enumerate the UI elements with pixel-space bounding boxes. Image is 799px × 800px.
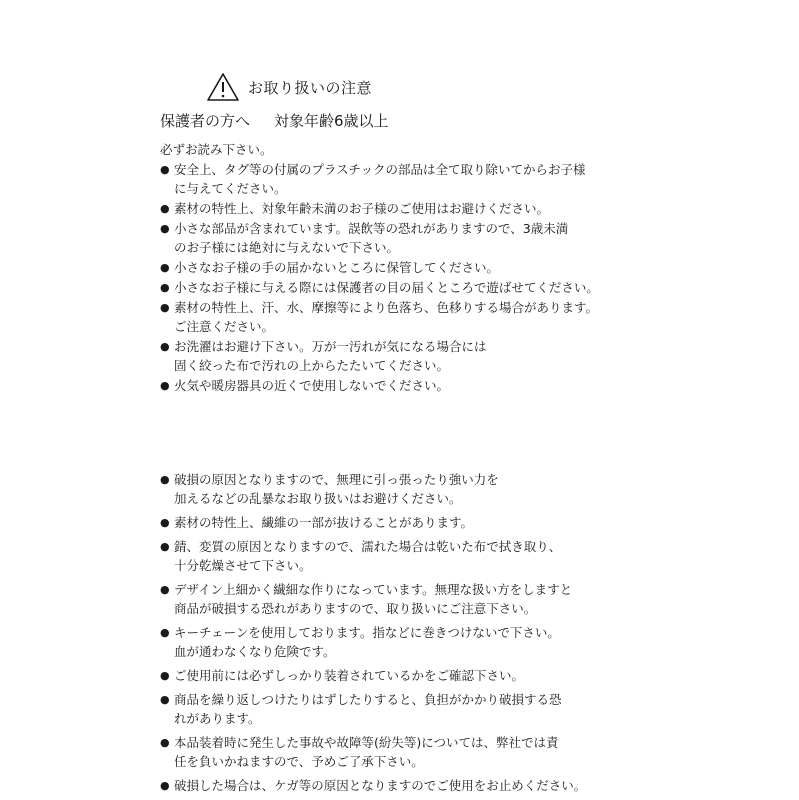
list-item-text <box>174 160 586 198</box>
list-item-line: 加えるなどの乱暴なお取り扱いはお避けください。 <box>174 491 462 506</box>
list-item-line: 錆、変質の原因となりますので、濡れた場合は乾いた布で拭き取り、 <box>174 539 562 554</box>
list-item <box>160 298 680 336</box>
list-item-line: 商品が破損する恐れがありますので、取り扱いにご注意下さい。 <box>174 601 537 616</box>
list-item-line: 素材の特性上、対象年齢未満のお子様のご使用はお避けください。 <box>174 201 550 216</box>
list-item <box>160 776 680 795</box>
bullet-icon: ● <box>160 163 170 176</box>
list-item-text <box>174 278 599 297</box>
list-item <box>160 278 680 297</box>
list-item <box>160 580 680 618</box>
list-item-line: 小さな部品が含まれています。誤飲等の恐れがありますので、3歳未満 <box>174 221 569 236</box>
list-item-text <box>174 580 572 618</box>
list-item-line: 安全上、タグ等の付属のプラスチックの部品は全て取り除いてからお子様 <box>174 162 586 177</box>
bullet-icon: ● <box>160 736 170 749</box>
bullet-icon: ● <box>160 222 170 235</box>
list-item-line: ご注意ください。 <box>174 319 275 334</box>
bullet-icon: ● <box>160 693 170 706</box>
list-item-text <box>174 537 561 575</box>
bullet-icon: ● <box>160 281 170 294</box>
list-item-line: 素材の特性上、繊維の一部が抜けることがあります。 <box>174 515 474 530</box>
list-item-line: ご使用前には必ずしっかり装着されているかをご確認下さい。 <box>174 668 525 683</box>
bullet-icon: ● <box>160 202 170 215</box>
audience-label: 保護者の方へ <box>160 112 251 130</box>
list-item-text <box>174 776 586 795</box>
list-item-line: 十分乾燥させて下さい。 <box>174 558 312 573</box>
bullet-icon: ● <box>160 583 170 596</box>
list-item-line: 小さなお子様の手の届かないところに保管してください。 <box>174 260 500 275</box>
list-item <box>160 470 680 508</box>
list-item-line: デザイン上細かく繊細な作りになっています。無理な扱い方をしますと <box>174 582 573 597</box>
list-item-text <box>174 690 562 728</box>
list-item <box>160 666 680 685</box>
bullet-icon: ● <box>160 261 170 274</box>
list-item-line: お洗濯はお避け下さい。万が一汚れが気になる場合には <box>174 339 487 354</box>
bullet-icon: ● <box>160 516 170 529</box>
list-item <box>160 258 680 277</box>
intro-text: 必ずお読み下さい。 <box>160 142 273 157</box>
list-item-text <box>174 733 559 771</box>
warning-triangle-icon <box>206 72 240 102</box>
title-row <box>206 70 372 104</box>
list-item <box>160 623 680 661</box>
bullet-icon: ● <box>160 301 170 314</box>
list-item <box>160 337 680 375</box>
list-item-text <box>174 513 473 532</box>
bullet-icon: ● <box>160 669 170 682</box>
list-item-line: 火気や暖房器具の近くで使用しないでください。 <box>174 378 450 393</box>
list-item-line: キーチェーンを使用しております。指などに巻きつけないで下さい。 <box>174 625 560 640</box>
age-label: 対象年齢6歳以上 <box>274 112 389 130</box>
bullet-icon: ● <box>160 626 170 639</box>
notes-list-1 <box>160 160 680 396</box>
bullet-icon: ● <box>160 473 170 486</box>
list-item-text <box>174 376 449 395</box>
notes-list-2 <box>160 470 680 800</box>
list-item <box>160 733 680 771</box>
list-item-text <box>174 219 568 257</box>
list-item-line: 固く絞った布で汚れの上からたたいてください。 <box>174 358 450 373</box>
subtitle-row <box>160 110 389 131</box>
bullet-icon: ● <box>160 379 170 392</box>
list-item-line: 本品装着時に発生した事故や故障等(紛失等)については、弊社では責 <box>174 735 559 750</box>
page-title: お取り扱いの注意 <box>248 78 373 97</box>
list-item-text <box>174 298 598 336</box>
list-item-text <box>174 623 560 661</box>
list-item-text <box>174 199 549 218</box>
list-item-text <box>174 470 499 508</box>
bullet-icon: ● <box>160 540 170 553</box>
list-item <box>160 199 680 218</box>
list-item-line: れがあります。 <box>174 711 261 726</box>
list-item-line: に与えてください。 <box>174 181 287 196</box>
list-item-line: 破損した場合は、ケガ等の原因となりますのでご使用をお止めください。 <box>174 778 587 793</box>
list-item-line: 破損の原因となりますので、無理に引っ張ったり強い力を <box>174 472 499 487</box>
bullet-icon: ● <box>160 340 170 353</box>
list-item-line: 素材の特性上、汗、水、摩擦等により色落ち、色移りする場合があります。 <box>174 300 599 315</box>
list-item <box>160 376 680 395</box>
bullet-icon: ● <box>160 779 170 792</box>
list-item <box>160 690 680 728</box>
list-item-text <box>174 258 499 277</box>
list-item-line: 血が通わなくなり危険です。 <box>174 644 336 659</box>
list-item <box>160 537 680 575</box>
list-item <box>160 219 680 257</box>
list-item <box>160 513 680 532</box>
list-item <box>160 160 680 198</box>
list-item-line: 商品を繰り返しつけたりはずしたりすると、負担がかかり破損する恐 <box>174 692 562 707</box>
list-item-text <box>174 337 487 375</box>
list-item-line: のお子様には絶対に与えないで下さい。 <box>174 240 400 255</box>
list-item-line: 小さなお子様に与える際には保護者の目の届くところで遊ばせてください。 <box>174 280 599 295</box>
list-item-line: 任を負いかねますので、予めご了承下さい。 <box>174 754 424 769</box>
list-item-text <box>174 666 524 685</box>
